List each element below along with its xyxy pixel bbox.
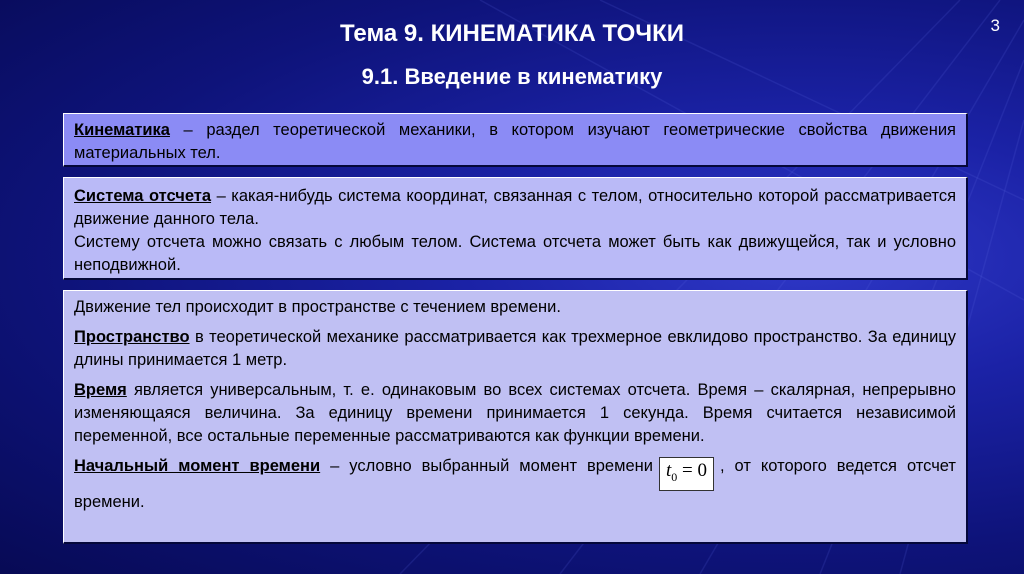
reference-frame-term: Система отсчета [74,187,212,205]
kinematics-definition-box [63,113,968,167]
initial-time-formula [659,457,714,491]
space-term: Пространство [74,328,190,346]
reference-frame-note: Систему отсчета можно связать с любым телом. Система отсчета может быть как движущейся, так и условно неподвижной. [74,233,956,274]
initial-moment-term: Начальный момент времени [74,457,321,475]
formula-variable: t [665,460,672,481]
initial-moment-text-after: , от которого ведется отсчет времени. [74,457,956,511]
formula-subscript: 0 [671,469,678,484]
space-time-box [63,290,968,544]
kinematics-term: Кинематика [74,121,170,139]
slide-number: 3 [990,16,1000,35]
initial-moment-text-before: – условно выбранный момент времени [320,457,653,475]
reference-frame-definition [74,185,956,231]
space-time-intro: Движение тел происходит в пространстве с течением времени. [74,298,561,316]
formula-rest: = 0 [677,460,707,481]
slide-subtitle: 9.1. Введение в кинематику [361,64,663,89]
kinematics-text: – раздел теоретической механики, в котором изучают геометрические свойства движения материальных тел. [74,121,956,162]
reference-frame-text: – какая-нибудь система координат, связанная с телом, относительно которой рассматривается движение данного тела. [74,187,956,228]
time-text: является универсальным, т. е. одинаковым во всех системах отсчета. Время – скалярная, непрерывно изменяющаяся величина. За единицу времени принимается 1 секунда. Время считается независимой переменной, все остальные переменные рассматриваются как функции времени. [74,381,956,445]
reference-frame-box [63,177,968,280]
initial-moment-definition [74,455,956,514]
space-definition [74,326,956,372]
time-definition [74,379,956,448]
kinematics-definition [74,119,956,165]
slide-title: Тема 9. КИНЕМАТИКА ТОЧКИ [339,20,685,47]
space-text: в теоретической механике рассматривается как трехмерное евклидово пространство. За единицу длины принимается 1 метр. [74,328,956,369]
time-term: Время [74,381,127,399]
